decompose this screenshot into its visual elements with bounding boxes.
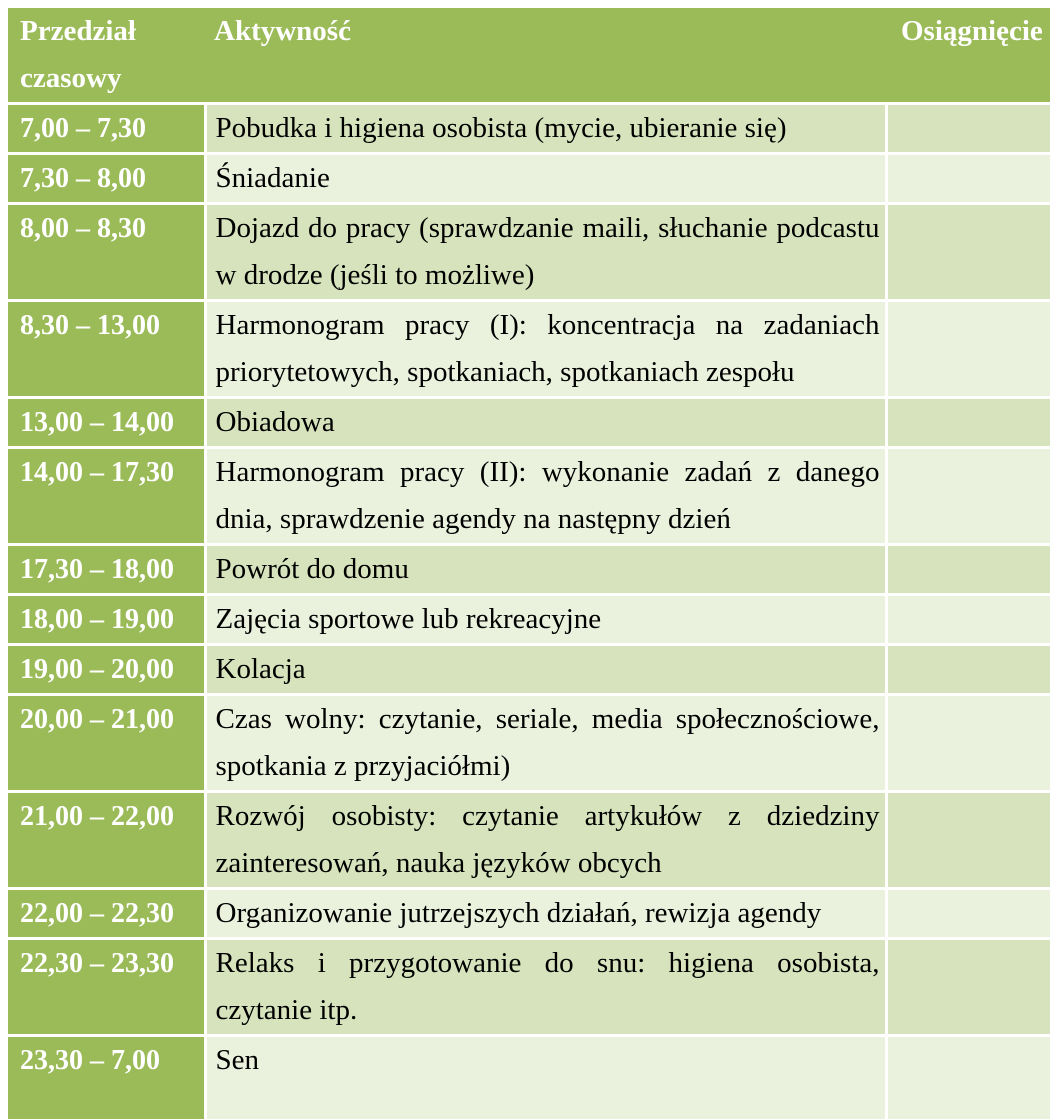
table-row bbox=[8, 545, 1050, 595]
time-cell: 21,00 – 22,00 bbox=[8, 792, 205, 889]
activity-cell: Powrót do domu bbox=[205, 545, 886, 595]
time-cell: 7,00 – 7,30 bbox=[8, 104, 205, 154]
activity-cell: Rozwój osobisty: czytanie artykułów z dziedziny zainteresowań, nauka języków obcych bbox=[205, 792, 886, 889]
activity-cell: Obiadowa bbox=[205, 398, 886, 448]
column-header-activity: Aktywność bbox=[205, 8, 886, 104]
table-row bbox=[8, 889, 1050, 939]
achievement-cell bbox=[886, 695, 1050, 792]
achievement-cell bbox=[886, 595, 1050, 645]
achievement-cell bbox=[886, 154, 1050, 204]
activity-cell: Relaks i przygotowanie do snu: higiena osobista, czytanie itp. bbox=[205, 939, 886, 1036]
time-cell: 14,00 – 17,30 bbox=[8, 448, 205, 545]
table-row bbox=[8, 695, 1050, 792]
achievement-cell bbox=[886, 104, 1050, 154]
time-cell: 19,00 – 20,00 bbox=[8, 645, 205, 695]
time-cell: 22,30 – 23,30 bbox=[8, 939, 205, 1036]
table-body bbox=[8, 104, 1050, 1119]
activity-cell: Harmonogram pracy (II): wykonanie zadań z danego dnia, sprawdzenie agendy na następny dzień bbox=[205, 448, 886, 545]
time-cell: 13,00 – 14,00 bbox=[8, 398, 205, 448]
achievement-cell bbox=[886, 645, 1050, 695]
table-row bbox=[8, 204, 1050, 301]
activity-cell: Śniadanie bbox=[205, 154, 886, 204]
table-row bbox=[8, 939, 1050, 1036]
column-header-time: Przedział czasowy bbox=[8, 8, 205, 104]
achievement-cell bbox=[886, 1036, 1050, 1119]
column-header-achievement: Osiągnięcie bbox=[886, 8, 1050, 104]
table-row bbox=[8, 645, 1050, 695]
activity-cell: Dojazd do pracy (sprawdzanie maili, słuchanie podcastu w drodze (jeśli to możliwe) bbox=[205, 204, 886, 301]
achievement-cell bbox=[886, 889, 1050, 939]
achievement-cell bbox=[886, 301, 1050, 398]
activity-cell: Czas wolny: czytanie, seriale, media społecznościowe, spotkania z przyjaciółmi) bbox=[205, 695, 886, 792]
achievement-cell bbox=[886, 792, 1050, 889]
table-row bbox=[8, 448, 1050, 545]
table-row bbox=[8, 154, 1050, 204]
achievement-cell bbox=[886, 398, 1050, 448]
activity-cell: Sen bbox=[205, 1036, 886, 1119]
activity-cell: Zajęcia sportowe lub rekreacyjne bbox=[205, 595, 886, 645]
activity-cell: Pobudka i higiena osobista (mycie, ubieranie się) bbox=[205, 104, 886, 154]
time-cell: 18,00 – 19,00 bbox=[8, 595, 205, 645]
achievement-cell bbox=[886, 448, 1050, 545]
time-cell: 20,00 – 21,00 bbox=[8, 695, 205, 792]
daily-schedule-table bbox=[8, 8, 1050, 1119]
time-cell: 7,30 – 8,00 bbox=[8, 154, 205, 204]
activity-cell: Harmonogram pracy (I): koncentracja na zadaniach priorytetowych, spotkaniach, spotkaniach zespołu bbox=[205, 301, 886, 398]
achievement-cell bbox=[886, 939, 1050, 1036]
time-cell: 17,30 – 18,00 bbox=[8, 545, 205, 595]
achievement-cell bbox=[886, 545, 1050, 595]
table-row bbox=[8, 1036, 1050, 1119]
time-cell: 8,00 – 8,30 bbox=[8, 204, 205, 301]
time-cell: 8,30 – 13,00 bbox=[8, 301, 205, 398]
achievement-cell bbox=[886, 204, 1050, 301]
table-header bbox=[8, 8, 1050, 104]
activity-cell: Organizowanie jutrzejszych działań, rewizja agendy bbox=[205, 889, 886, 939]
table-row bbox=[8, 398, 1050, 448]
activity-cell: Kolacja bbox=[205, 645, 886, 695]
table-row bbox=[8, 301, 1050, 398]
header-row bbox=[8, 8, 1050, 104]
time-cell: 22,00 – 22,30 bbox=[8, 889, 205, 939]
table-row bbox=[8, 595, 1050, 645]
table-row bbox=[8, 104, 1050, 154]
time-cell: 23,30 – 7,00 bbox=[8, 1036, 205, 1119]
table-row bbox=[8, 792, 1050, 889]
